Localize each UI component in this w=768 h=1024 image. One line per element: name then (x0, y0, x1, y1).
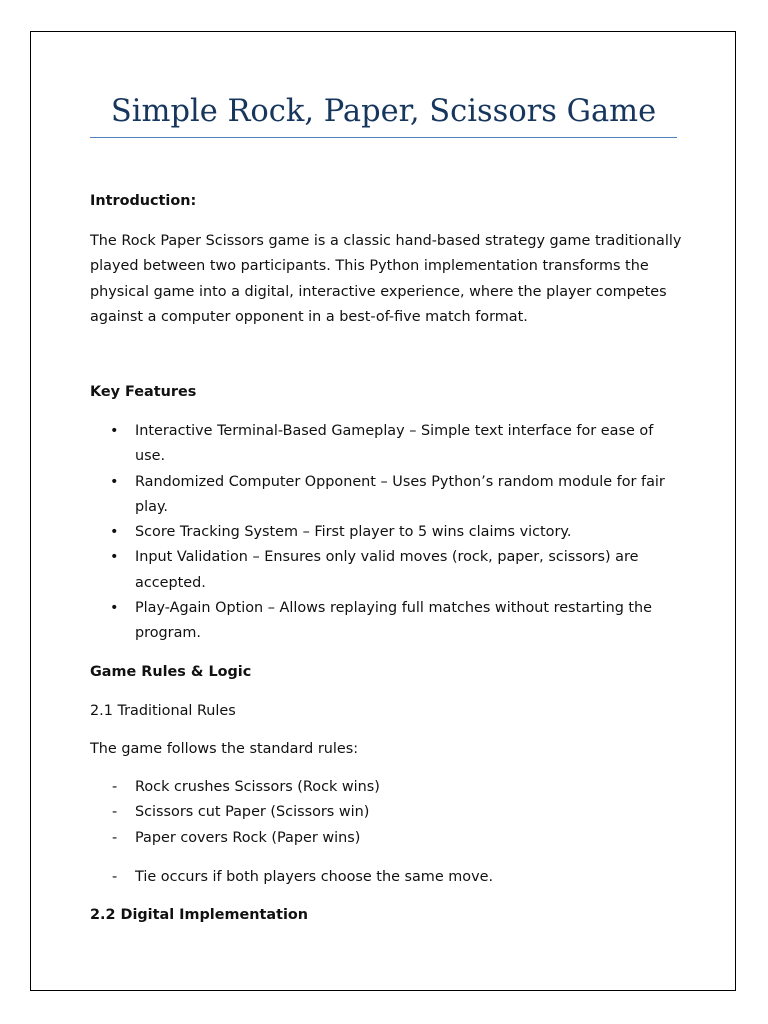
feature-item (90, 545, 665, 596)
digital-implementation-heading: 2.2 Digital Implementation (90, 907, 309, 923)
feature-line: Play-Again Option – Allows replaying full matches without restarting the (135, 600, 653, 617)
tie-rule-list (90, 865, 493, 890)
dash-marker: - (112, 869, 118, 885)
rules-list (90, 775, 380, 851)
rule-text: Scissors cut Paper (Scissors win) (135, 804, 370, 821)
intro-line-2: played between two participants. This Python implementation transforms the (90, 258, 649, 274)
rule-text: Rock crushes Scissors (Rock wins) (135, 779, 380, 795)
introduction-heading: Introduction: (90, 193, 197, 209)
rule-item (90, 775, 380, 800)
dash-marker: - (112, 829, 118, 846)
title-underline (90, 137, 677, 138)
key-features-heading: Key Features (90, 384, 197, 400)
tie-rule-text: Tie occurs if both players choose the same move. (135, 869, 494, 885)
feature-item (90, 596, 665, 647)
feature-item (90, 470, 665, 521)
game-rules-heading: Game Rules & Logic (90, 664, 252, 680)
traditional-rules-subheading: 2.1 Traditional Rules (90, 703, 236, 719)
feature-item (90, 520, 665, 545)
feature-line: Randomized Computer Opponent – Uses Python’s random module for fair (135, 473, 665, 490)
dash-marker: - (112, 779, 118, 795)
bullet-icon: • (110, 473, 119, 490)
intro-line-3: physical game into a digital, interactive experience, where the player competes (90, 284, 667, 300)
bullet-icon: • (110, 423, 119, 439)
rule-item (90, 865, 493, 890)
intro-line-1: The Rock Paper Scissors game is a classic hand-based strategy game traditionally (90, 233, 682, 249)
rule-text: Paper covers Rock (Paper wins) (135, 829, 361, 846)
feature-line: use. (135, 448, 166, 465)
feature-line: Input Validation – Ensures only valid moves (rock, paper, scissors) are (135, 549, 639, 566)
bullet-icon: • (110, 524, 119, 541)
feature-line: Interactive Terminal-Based Gameplay – Simple text interface for ease of (135, 423, 654, 439)
feature-line: Score Tracking System – First player to 5 wins claims victory. (135, 524, 572, 541)
document-title: Simple Rock, Paper, Scissors Game (110, 94, 657, 129)
feature-line: accepted. (135, 574, 206, 591)
rule-item (90, 800, 380, 825)
intro-line-4: against a computer opponent in a best-of-five match format. (90, 309, 528, 325)
bullet-icon: • (110, 600, 119, 617)
key-features-list (90, 419, 665, 647)
rules-lead-text: The game follows the standard rules: (90, 741, 359, 757)
bullet-icon: • (110, 549, 119, 566)
feature-item (90, 419, 665, 470)
feature-line: program. (135, 625, 202, 642)
rule-item (90, 826, 380, 851)
dash-marker: - (112, 804, 118, 821)
feature-line: play. (135, 498, 168, 515)
